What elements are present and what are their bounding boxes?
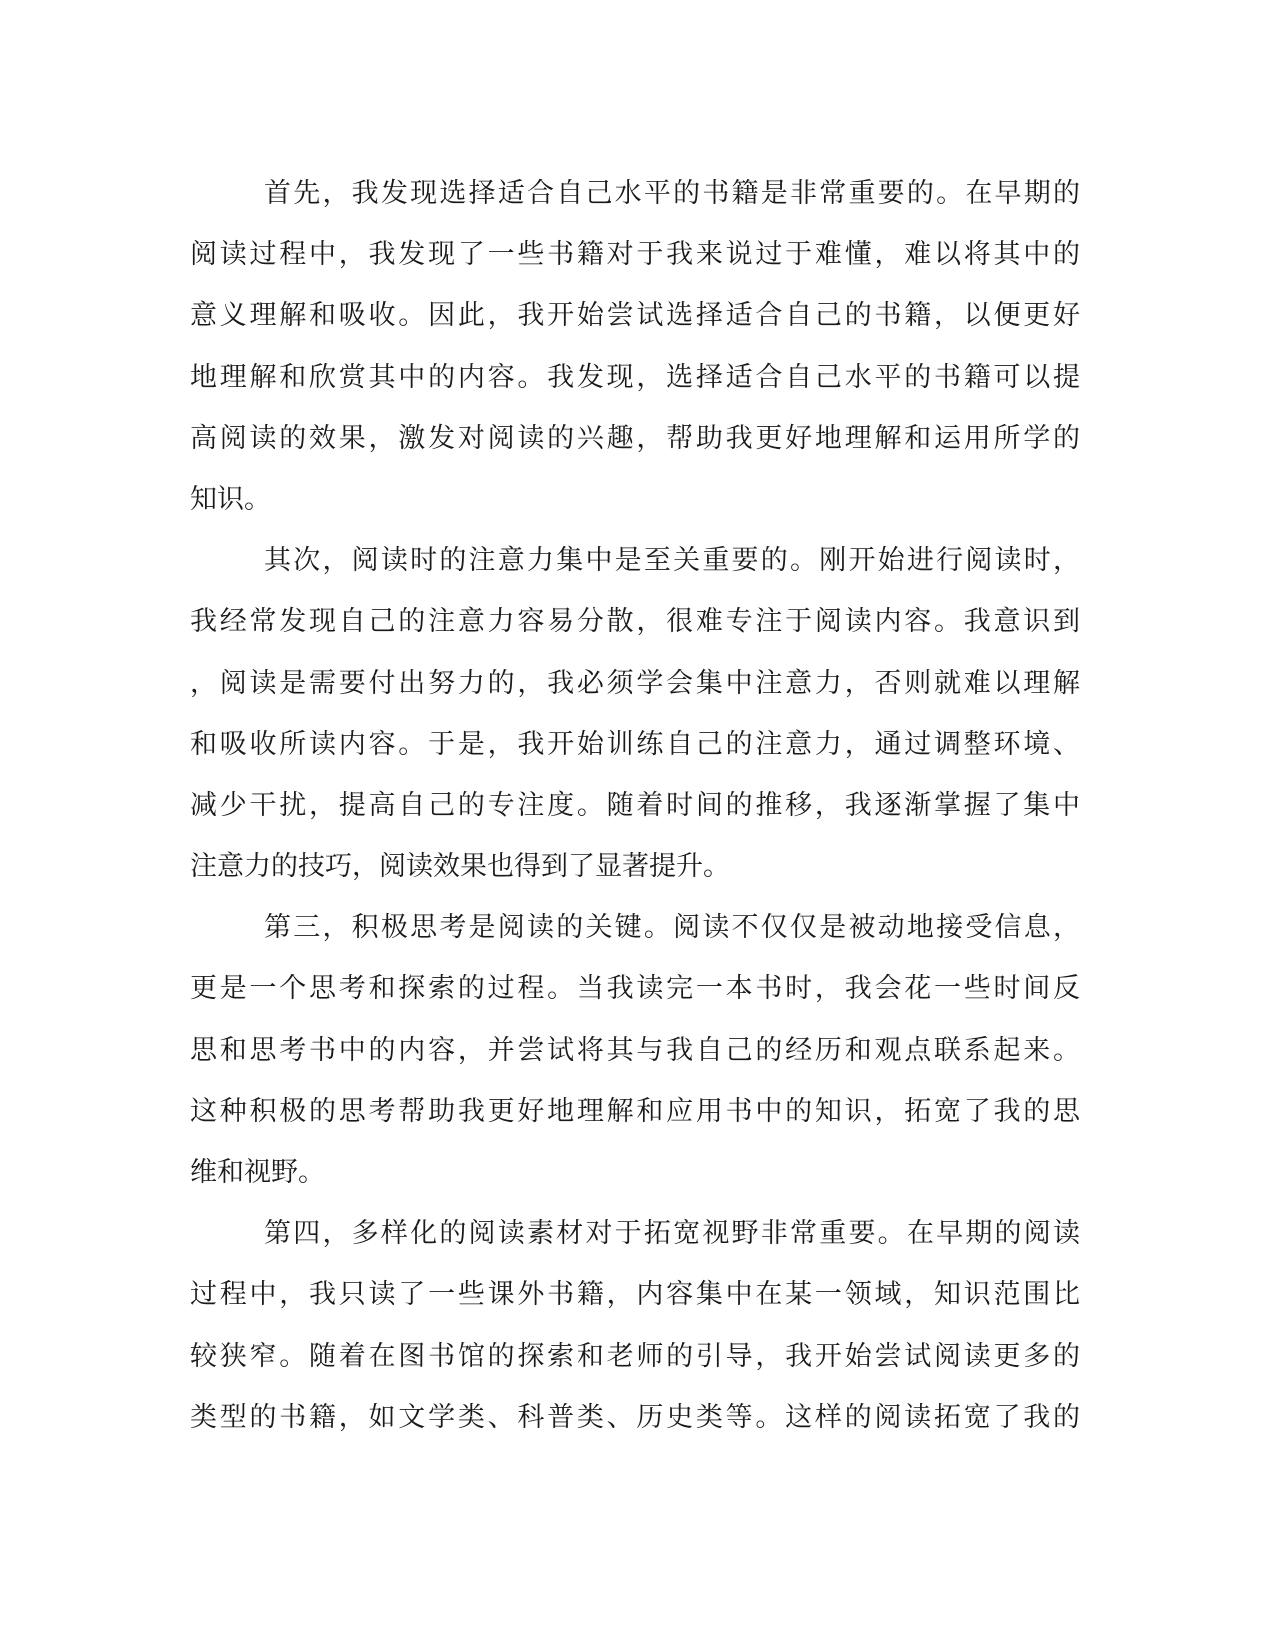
text-line: 过程中，我只读了一些课外书籍，内容集中在某一领域，知识范围比 (190, 1279, 1080, 1311)
text-line: 思和思考书中的内容，并尝试将其与我自己的经历和观点联系起来。 (190, 1034, 1080, 1066)
text-line: 维和视野。 (190, 1157, 325, 1188)
text-line: 地理解和欣赏其中的内容。我发现，选择适合自己水平的书籍可以提 (190, 361, 1080, 393)
text-line: 较狭窄。随着在图书馆的探索和老师的引导，我开始尝试阅读更多的 (190, 1340, 1080, 1372)
text-line: 更是一个思考和探索的过程。当我读完一本书时，我会花一些时间反 (190, 973, 1080, 1005)
text-line: 高阅读的效果，激发对阅读的兴趣，帮助我更好地理解和运用所学的 (190, 422, 1080, 454)
text-line: 阅读过程中，我发现了一些书籍对于我来说过于难懂，难以将其中的 (190, 239, 1080, 271)
text-line: 这种积极的思考帮助我更好地理解和应用书中的知识，拓宽了我的思 (190, 1095, 1080, 1127)
text-line: 减少干扰，提高自己的专注度。随着时间的推移，我逐渐掌握了集中 (190, 789, 1080, 821)
text-line: 我经常发现自己的注意力容易分散，很难专注于阅读内容。我意识到 (190, 606, 1080, 638)
paragraph-2 (190, 530, 1080, 897)
text-line: 首先，我发现选择适合自己水平的书籍是非常重要的。在早期的 (264, 178, 1080, 209)
text-line: 其次，阅读时的注意力集中是至关重要的。刚开始进行阅读时， (264, 545, 1080, 577)
paragraph-1 (190, 163, 1080, 530)
text-line: 知识。 (190, 483, 271, 515)
text-line: ，阅读是需要付出努力的，我必须学会集中注意力，否则就难以理解 (190, 667, 1080, 699)
paragraph-3 (190, 897, 1080, 1203)
text-line: 第四，多样化的阅读素材对于拓宽视野非常重要。在早期的阅读 (264, 1218, 1080, 1250)
text-line: 注意力的技巧，阅读效果也得到了显著提升。 (190, 851, 730, 883)
text-line: 意义理解和吸收。因此，我开始尝试选择适合自己的书籍，以便更好 (190, 300, 1080, 332)
text-line: 和吸收所读内容。于是，我开始训练自己的注意力，通过调整环境、 (190, 728, 1080, 760)
paragraph-4 (190, 1203, 1080, 1448)
document-body (190, 163, 1080, 1448)
text-line: 类型的书籍，如文学类、科普类、历史类等。这样的阅读拓宽了我的 (190, 1401, 1080, 1433)
text-line: 第三，积极思考是阅读的关键。阅读不仅仅是被动地接受信息， (264, 912, 1080, 944)
